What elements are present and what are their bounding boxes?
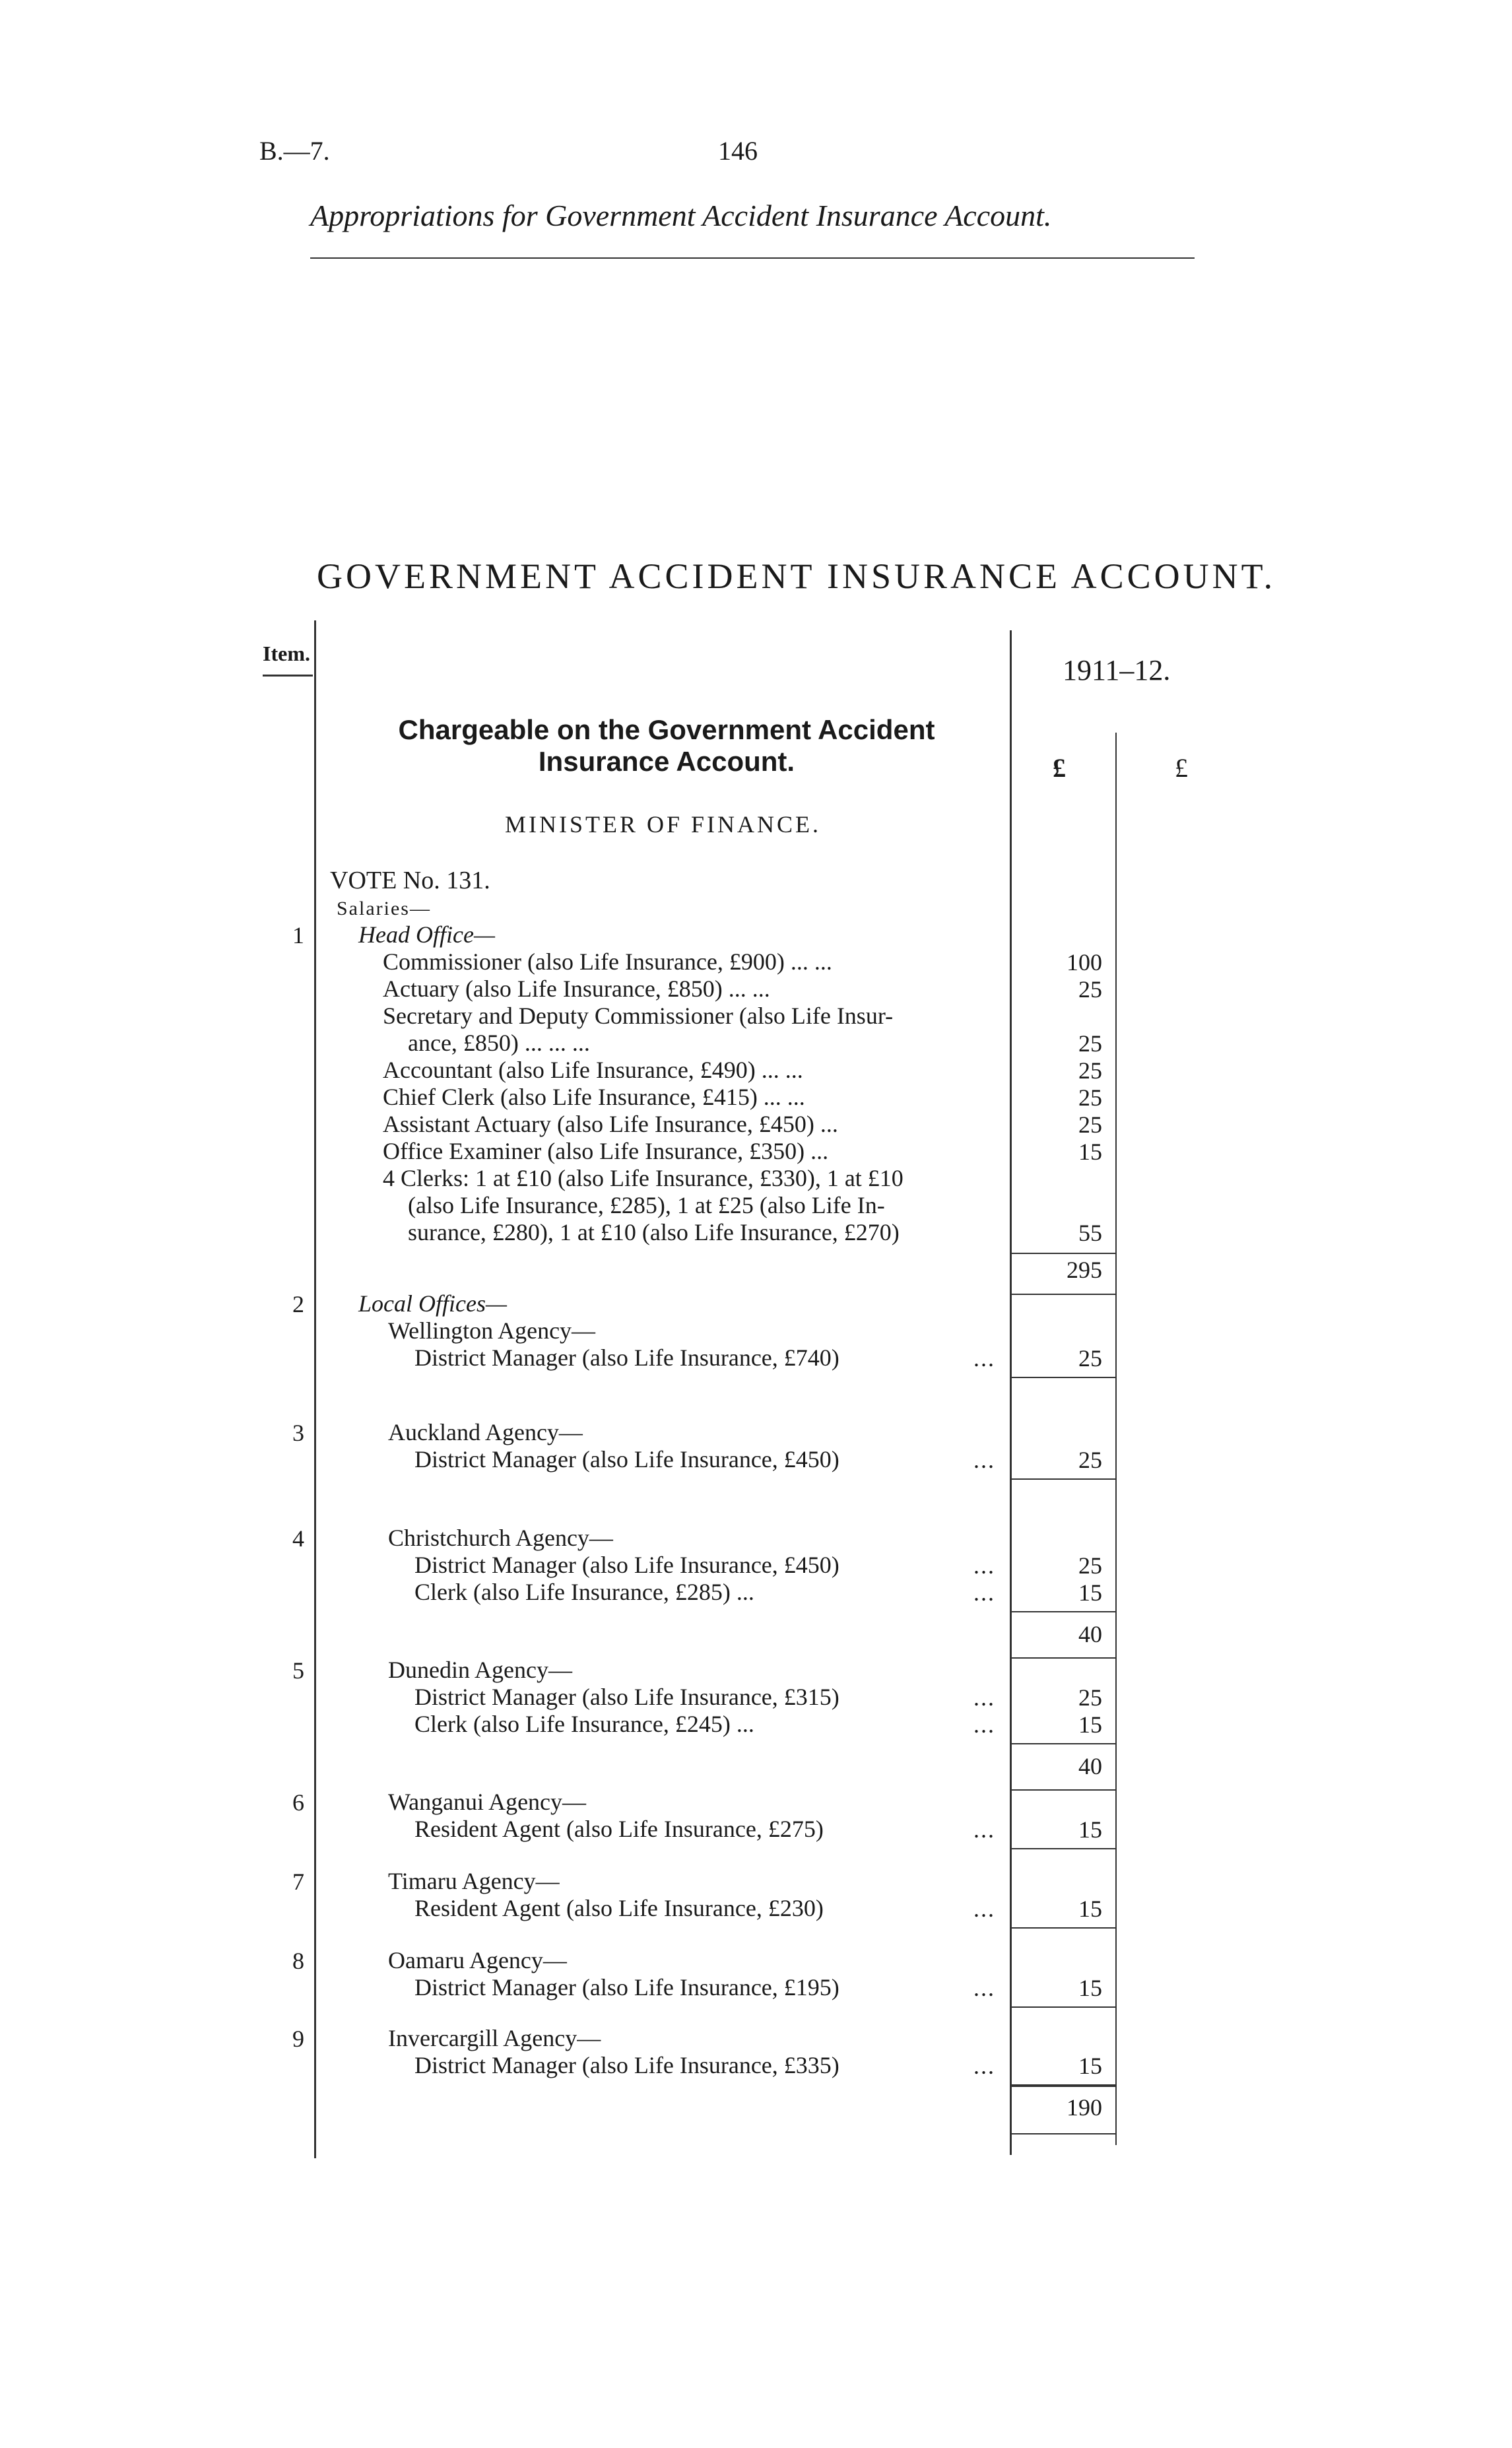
- amount-rule: [1011, 1611, 1117, 1612]
- agency-line-amount: 15: [1078, 2053, 1102, 2079]
- amount-rule: [1011, 1377, 1117, 1378]
- line-item-amount: 100: [1067, 949, 1102, 976]
- agency-line-amount: 25: [1078, 1552, 1102, 1579]
- agency-line-amount: 15: [1078, 1711, 1102, 1738]
- subtotal-rule-bottom: [1011, 1294, 1117, 1295]
- leader-dots: ...: [973, 1447, 995, 1473]
- agency-line-text: District Manager (also Life Insurance, £335): [414, 2052, 839, 2078]
- line-item-text: ance, £850) ... ... ...: [408, 1030, 590, 1056]
- agency-line-amount: 15: [1078, 1579, 1102, 1606]
- local-total-rule-bottom: [1011, 2133, 1117, 2134]
- account-title: GOVERNMENT ACCIDENT INSURANCE ACCOUNT.: [317, 556, 1276, 596]
- amount-rule: [1011, 1478, 1117, 1480]
- line-item-text: Actuary (also Life Insurance, £850) ... ...: [383, 976, 770, 1002]
- year-header: 1911–12.: [1063, 654, 1171, 686]
- agency-name: Auckland Agency—: [388, 1419, 583, 1445]
- line-item-text: Secretary and Deputy Commissioner (also Life Insur-: [383, 1003, 894, 1029]
- agency-line-text: District Manager (also Life Insurance, £450): [414, 1552, 839, 1578]
- line-item-text: Assistant Actuary (also Life Insurance, £450) ...: [383, 1111, 838, 1137]
- item-number: 2: [292, 1291, 304, 1317]
- item-number: 9: [292, 2026, 304, 2052]
- leader-dots: ...: [973, 1345, 995, 1372]
- line-item-amount: 25: [1078, 1084, 1102, 1111]
- chargeable-heading: Chargeable on the Government Accident Insurance Account.: [398, 714, 935, 777]
- amount-rule: [1011, 1657, 1117, 1659]
- pound-symbol-2: £: [1175, 753, 1188, 783]
- pound-divider-line: [1115, 733, 1117, 2145]
- page-subtitle: Appropriations for Government Accident Insurance Account.: [310, 199, 1052, 232]
- line-item-text: Accountant (also Life Insurance, £490) ... ...: [383, 1057, 803, 1083]
- line-item-text: surance, £280), 1 at £10 (also Life Insurance, £270): [408, 1219, 900, 1245]
- pound-symbol-1: £: [1053, 753, 1066, 783]
- local-offices-total: 190: [1067, 2094, 1102, 2121]
- minister-heading: MINISTER OF FINANCE.: [505, 811, 822, 838]
- leader-dots: ...: [973, 1684, 995, 1711]
- agency-name: Oamaru Agency—: [388, 1947, 567, 1973]
- leader-dots: ...: [973, 1896, 995, 1922]
- agency-line-amount: 15: [1078, 1896, 1102, 1922]
- item-number: 7: [292, 1869, 304, 1895]
- local-total-rule-top: [1011, 2086, 1117, 2087]
- item-column-header: Item.: [263, 642, 310, 665]
- agency-line-amount: 25: [1078, 1345, 1102, 1372]
- item-number: 5: [292, 1657, 304, 1684]
- agency-line-amount: 15: [1078, 1816, 1102, 1843]
- leader-dots: ...: [973, 1711, 995, 1738]
- amount-rule: [1011, 1789, 1117, 1791]
- agency-name: Timaru Agency—: [388, 1868, 560, 1894]
- leader-dots: ...: [973, 1975, 995, 2001]
- amount-rule: [1011, 2006, 1117, 2008]
- amount-column-line: [1010, 630, 1012, 2155]
- agency-line-amount: 15: [1078, 1975, 1102, 2001]
- agency-name: Invercargill Agency—: [388, 2025, 601, 2051]
- local-offices-label: Local Offices—: [358, 1290, 507, 1317]
- agency-line-amount: 25: [1078, 1684, 1102, 1711]
- item-column-line: [314, 620, 316, 2158]
- agency-line-text: Clerk (also Life Insurance, £285) ...: [414, 1579, 754, 1605]
- leader-dots: ...: [973, 2053, 995, 2079]
- agency-line-text: Resident Agent (also Life Insurance, £230): [414, 1895, 824, 1921]
- agency-name: Dunedin Agency—: [388, 1657, 572, 1683]
- line-item-text: Commissioner (also Life Insurance, £900) ... ...: [383, 948, 832, 975]
- vote-number: VOTE No. 131.: [330, 867, 490, 894]
- agency-total: 40: [1078, 1621, 1102, 1647]
- line-item-text: Office Examiner (also Life Insurance, £350) ...: [383, 1138, 829, 1164]
- leader-dots: ...: [973, 1816, 995, 1843]
- item-number: 1: [292, 922, 304, 948]
- line-item-amount: 25: [1078, 976, 1102, 1003]
- document-code: B.—7.: [259, 136, 330, 166]
- subtotal-rule-top: [1011, 1253, 1117, 1254]
- agency-name: Christchurch Agency—: [388, 1525, 613, 1551]
- page-number: 146: [718, 136, 758, 166]
- agency-total: 40: [1078, 1753, 1102, 1779]
- item-number: 6: [292, 1789, 304, 1816]
- item-number: 8: [292, 1948, 304, 1974]
- amount-rule: [1011, 1927, 1117, 1929]
- agency-name: Wellington Agency—: [388, 1317, 596, 1344]
- agency-line-text: Resident Agent (also Life Insurance, £275): [414, 1816, 824, 1842]
- line-item-text: Head Office—: [358, 921, 495, 948]
- amount-rule: [1011, 1743, 1117, 1744]
- header-rule: [310, 257, 1195, 259]
- agency-line-text: District Manager (also Life Insurance, £315): [414, 1684, 839, 1710]
- agency-line-text: Clerk (also Life Insurance, £245) ...: [414, 1711, 754, 1737]
- agency-line-text: District Manager (also Life Insurance, £450): [414, 1446, 839, 1472]
- line-item-text: 4 Clerks: 1 at £10 (also Life Insurance, £330), 1 at £10: [383, 1165, 904, 1191]
- line-item-amount: 15: [1078, 1139, 1102, 1165]
- agency-name: Wanganui Agency—: [388, 1789, 587, 1815]
- head-office-total: 295: [1067, 1257, 1102, 1283]
- line-item-amount: 25: [1078, 1030, 1102, 1057]
- line-item-text: (also Life Insurance, £285), 1 at £25 (also Life In-: [408, 1192, 885, 1218]
- amount-rule: [1011, 1848, 1117, 1849]
- line-item-text: Chief Clerk (also Life Insurance, £415) ... ...: [383, 1084, 805, 1110]
- leader-dots: ...: [973, 1552, 995, 1579]
- line-item-amount: 55: [1078, 1220, 1102, 1246]
- salaries-label: Salaries—: [337, 898, 431, 919]
- line-item-amount: 25: [1078, 1057, 1102, 1084]
- line-item-amount: 25: [1078, 1111, 1102, 1138]
- item-number: 4: [292, 1525, 304, 1552]
- agency-line-text: District Manager (also Life Insurance, £740): [414, 1344, 839, 1371]
- item-header-rule: [263, 675, 313, 677]
- agency-line-amount: 25: [1078, 1447, 1102, 1473]
- agency-line-text: District Manager (also Life Insurance, £195): [414, 1974, 839, 2001]
- leader-dots: ...: [973, 1579, 995, 1606]
- item-number: 3: [292, 1420, 304, 1446]
